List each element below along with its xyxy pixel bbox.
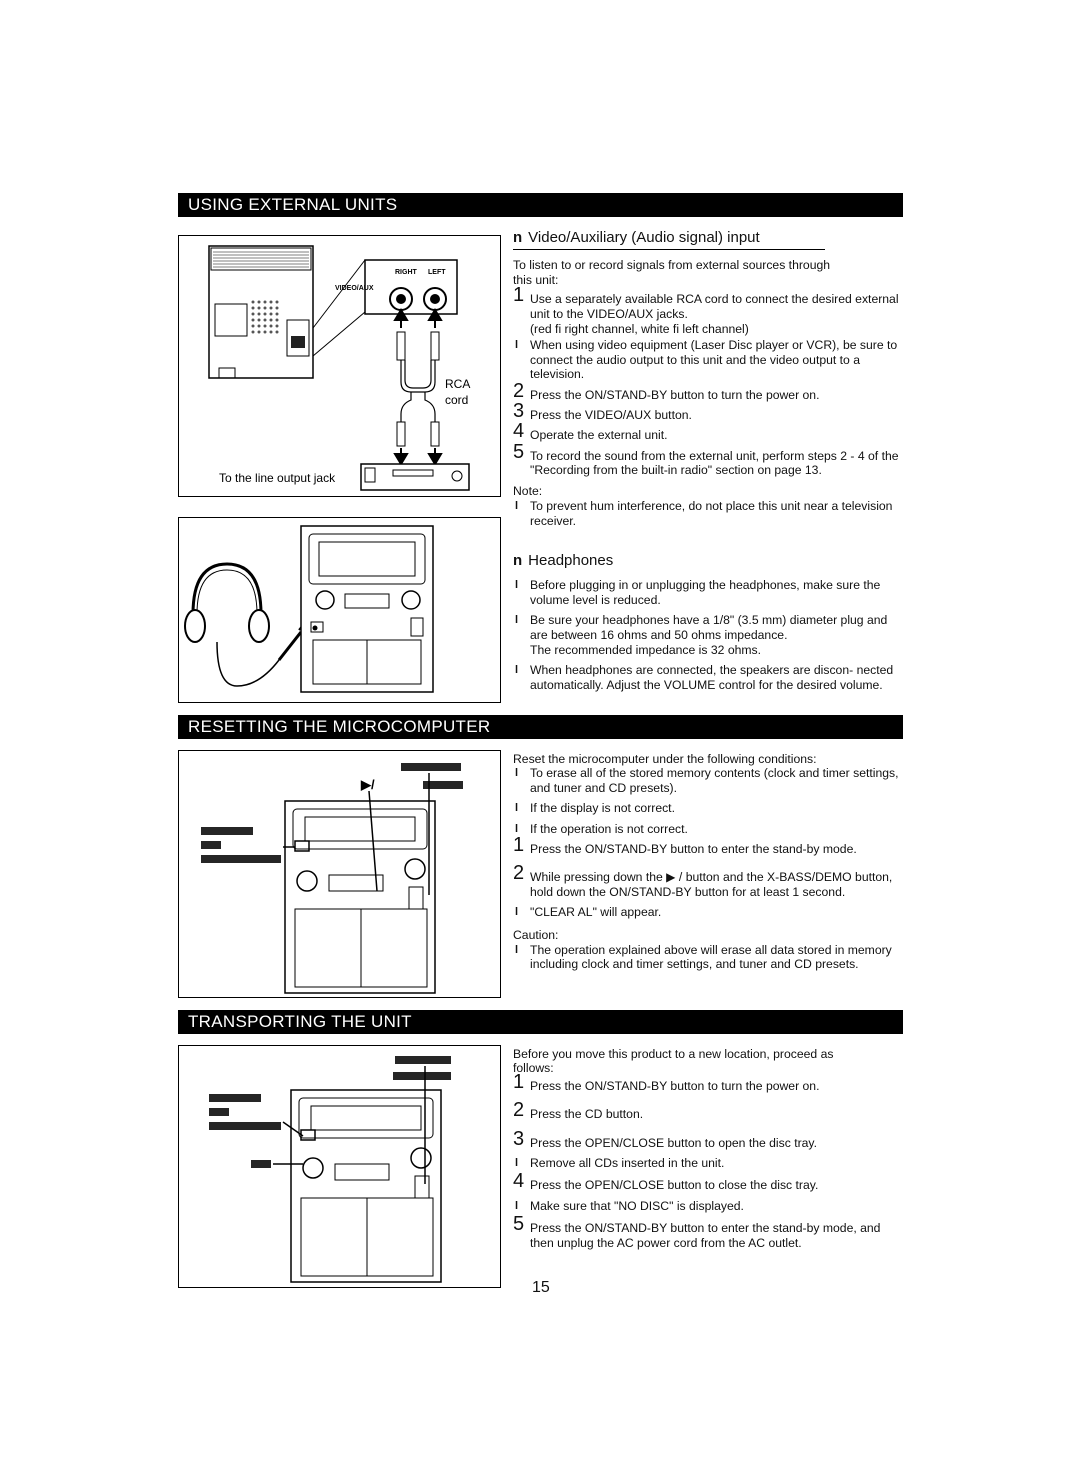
reset-figure (178, 750, 501, 998)
section-title-resetting: RESETTING THE MICROCOMPUTER (178, 715, 903, 739)
headphones-figure (178, 517, 501, 703)
transporting-text (513, 1047, 903, 1256)
reset-bullet-3: l If the operation is not correct. (515, 821, 688, 836)
video-aux-section (513, 231, 903, 534)
transport-step-2: 2 Press the CD button. (513, 1099, 644, 1122)
video-aux-heading: n Video/Auxiliary (Audio signal) input (513, 229, 760, 246)
note-label: Note: (513, 483, 543, 498)
video-aux-intro: To listen to or record signals from external sources through this unit: (513, 258, 831, 287)
caution-label: Caution: (513, 927, 559, 942)
transport-step-4: 4 Press the OPEN/CLOSE button to close the disc tray. (513, 1170, 819, 1193)
video-aux-step-2: 2 Press the ON/STAND-BY button to turn the power on. (513, 379, 820, 402)
note-bullet: l To prevent hum interference, do not place this unit near a television receiver. (515, 499, 893, 528)
channel-note: (red fi right channel, white fi left channel) (530, 322, 749, 337)
video-aux-connection-figure (178, 235, 501, 497)
transport-figure (178, 1045, 501, 1288)
cord-label: cord (445, 393, 469, 407)
clear-al-bullet: l "CLEAR AL" will appear. (515, 905, 662, 920)
reset-illustration (179, 751, 500, 997)
remove-cds-bullet: l Remove all CDs inserted in the unit. (515, 1156, 725, 1171)
resetting-text (513, 752, 903, 978)
headphones-bullet-2: l Be sure your headphones have a 1/8" (3.5 mm) diameter plug and are between 16 ohms and 50 ohms impedance. (515, 613, 888, 642)
headphones-section (513, 554, 903, 698)
video-equipment-bullet: l When using video equipment (Laser Disc player or VCR), be sure to connect the audio output to this unit and the video output to a television. (515, 338, 898, 382)
right-label: RIGHT (395, 269, 417, 276)
reset-intro: Reset the microcomputer under the following conditions: (513, 752, 817, 766)
play-stop-symbol: ▶/ (361, 777, 375, 792)
video-aux-step-3: 3 Press the VIDEO/AUX button. (513, 400, 692, 423)
left-label: LEFT (428, 269, 446, 276)
page-number: 15 (532, 1279, 550, 1296)
caution-bullet: l The operation explained above will erase all data stored in memory including clock and timer settings, and tuner and CD presets. (515, 943, 892, 972)
recommended-impedance: The recommended impedance is 32 ohms. (530, 643, 762, 658)
rca-label: RCA (445, 377, 471, 391)
video-aux-step-4: 4 Operate the external unit. (513, 420, 668, 443)
transport-intro: Before you move this product to a new location, proceed as follows: (513, 1047, 834, 1076)
section-title-using-external-units: USING EXTERNAL UNITS (178, 193, 903, 217)
reset-step-1: 1 Press the ON/STAND-BY button to enter the stand-by mode. (513, 834, 857, 857)
line-output-label: To the line output jack (219, 471, 336, 485)
no-disc-bullet: l Make sure that "NO DISC" is displayed. (515, 1198, 744, 1213)
transport-step-3: 3 Press the OPEN/CLOSE button to open the disc tray. (513, 1127, 818, 1150)
transport-step-1: 1 Press the ON/STAND-BY button to turn the power on. (513, 1070, 820, 1093)
headphones-heading: n Headphones (513, 552, 614, 569)
video-aux-step-5: 5 To record the sound from the external unit, perform steps 2 - 4 of the "Recording from the built-in radio" section on page 13. (513, 440, 899, 478)
subhead-marker: n (513, 229, 523, 246)
reset-step-2: 2 While pressing down the ▶ / button and the X-BASS/DEMO button, hold down the ON/STAND-BY button for at least 1 second. (513, 862, 893, 899)
video-aux-step-1: 1 Use a separately available RCA cord to connect the desired external unit to the VIDEO/AUX jacks. (513, 284, 899, 321)
headphones-bullet-3: l When headphones are connected, the speakers are discon- nected automatically. Adjust the VOLUME control for the desired volume. (515, 663, 894, 692)
transport-illustration (179, 1046, 500, 1287)
transport-step-5: 5 Press the ON/STAND-BY button to enter the stand-by mode, and then unplug the AC power cord from the AC outlet. (513, 1213, 881, 1250)
reset-bullet-2: l If the display is not correct. (515, 801, 675, 816)
video-aux-label: VIDEO/AUX (335, 285, 374, 292)
section-title-transporting: TRANSPORTING THE UNIT (178, 1010, 903, 1034)
rca-connection-illustration (179, 236, 500, 496)
reset-bullet-1: l To erase all of the stored memory contents (clock and timer settings, and tuner and CD presets). (515, 766, 899, 795)
headphones-bullet-1: l Before plugging in or unplugging the headphones, make sure the volume level is reduced. (515, 578, 881, 607)
headphones-illustration (179, 518, 500, 702)
